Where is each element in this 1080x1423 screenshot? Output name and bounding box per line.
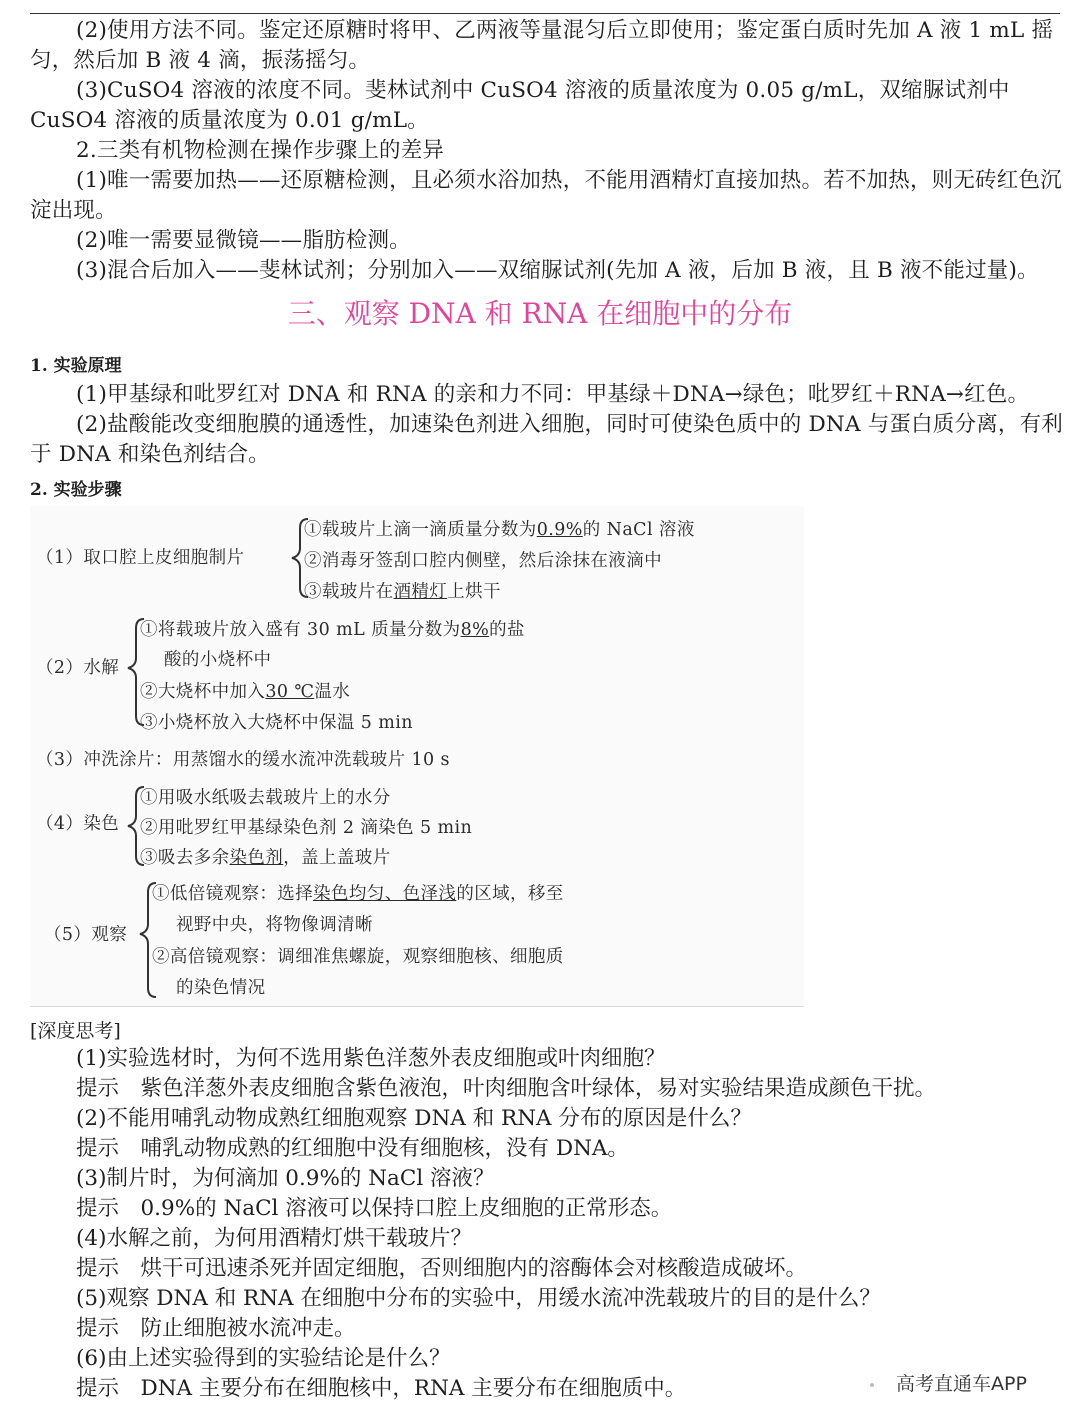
step2-label: （2）水解 bbox=[36, 658, 120, 678]
deep-thinking-heading: [深度思考] bbox=[30, 1020, 121, 1042]
deep-q6: (6)由上述实验得到的实验结论是什么？ bbox=[76, 1346, 451, 1371]
deep-a6: 提示 DNA 主要分布在细胞核中，RNA 主要分布在细胞质中。 bbox=[76, 1376, 687, 1401]
top-rule bbox=[30, 13, 1060, 14]
deep-a5: 提示 防止细胞被水流冲走。 bbox=[76, 1316, 356, 1341]
step5-item1: ①低倍镜观察：选择染色均匀、色泽浅的区域，移至 bbox=[152, 884, 564, 904]
step2-item2: ②大烧杯中加入30 ℃温水 bbox=[140, 682, 351, 702]
principle-p1: (1)甲基绿和吡罗红对 DNA 和 RNA 的亲和力不同：甲基绿＋DNA→绿色；吡罗红＋RNA→红色。 bbox=[76, 382, 1030, 407]
step1-item3: ③载玻片在酒精灯上烘干 bbox=[304, 582, 501, 602]
paragraph-cuso4-concentration: (3)CuSO4 溶液的浓度不同。斐林试剂中 CuSO4 溶液的质量浓度为 0.05 g/mL，双缩脲试剂中 CuSO4 溶液的质量浓度为 0.01 g/mL。 bbox=[30, 78, 1010, 133]
paragraph-microscope: (2)唯一需要显微镜——脂肪检测。 bbox=[76, 228, 411, 253]
step5-label: （5）观察 bbox=[44, 925, 128, 945]
watermark bbox=[870, 1369, 1027, 1396]
deep-q1: (1)实验选材时，为何不选用紫色洋葱外表皮细胞或叶肉细胞？ bbox=[76, 1046, 666, 1071]
step1-label: （1）取口腔上皮细胞制片 bbox=[36, 548, 245, 568]
section-title: 三、观察 DNA 和 RNA 在细胞中的分布 bbox=[287, 297, 793, 330]
watermark-dot-icon bbox=[870, 1383, 874, 1387]
paragraph-usage-difference: (2)使用方法不同。鉴定还原糖时将甲、乙两液等量混匀后立即使用；鉴定蛋白质时先加 A 液 1 mL 摇匀，然后加 B 液 4 滴，振荡摇匀。 bbox=[30, 18, 1054, 73]
step4-label: （4）染色 bbox=[36, 814, 120, 834]
deep-a4: 提示 烘干可迅速杀死并固定细胞，否则细胞内的溶酶体会对核酸造成破坏。 bbox=[76, 1256, 808, 1281]
deep-q2: (2)不能用哺乳动物成熟红细胞观察 DNA 和 RNA 分布的原因是什么？ bbox=[76, 1106, 752, 1131]
step5-item1-cont: 视野中央，将物像调清晰 bbox=[176, 915, 373, 935]
step1-item2: ②消毒牙签刮口腔内侧壁，然后涂抹在液滴中 bbox=[304, 551, 662, 571]
principle-heading: 1. 实验原理 bbox=[30, 356, 122, 376]
paragraph-heating: (1)唯一需要加热——还原糖检测，且必须水浴加热，不能用酒精灯直接加热。若不加热，则无砖红色沉淀出现。 bbox=[30, 168, 1062, 223]
steps-heading: 2. 实验步骤 bbox=[30, 480, 122, 500]
watermark-text: 高考直通车APP bbox=[896, 1373, 1027, 1395]
deep-a1: 提示 紫色洋葱外表皮细胞含紫色液泡，叶肉细胞含叶绿体，易对实验结果造成颜色干扰。 bbox=[76, 1076, 937, 1101]
paragraph-heading-differences: 2.三类有机物检测在操作步骤上的差异 bbox=[76, 138, 445, 163]
deep-q5: (5)观察 DNA 和 RNA 在细胞中分布的实验中，用缓水流冲洗载玻片的目的是什么？ bbox=[76, 1286, 881, 1311]
step1-item1: ①载玻片上滴一滴质量分数为0.9%的 NaCl 溶液 bbox=[304, 520, 695, 540]
step3-label: （3）冲洗涂片：用蒸馏水的缓水流冲洗载玻片 10 s bbox=[36, 750, 450, 770]
deep-q4: (4)水解之前，为何用酒精灯烘干载玻片？ bbox=[76, 1226, 472, 1251]
steps-diagram bbox=[30, 506, 804, 1007]
deep-a3: 提示 0.9%的 NaCl 溶液可以保持口腔上皮细胞的正常形态。 bbox=[76, 1196, 673, 1221]
step5-item2: ②高倍镜观察：调细准焦螺旋，观察细胞核、细胞质 bbox=[152, 947, 564, 967]
step2-item1-cont: 酸的小烧杯中 bbox=[164, 650, 272, 670]
deep-a2: 提示 哺乳动物成熟的红细胞中没有细胞核，没有 DNA。 bbox=[76, 1136, 629, 1161]
step2-item3: ③小烧杯放入大烧杯中保温 5 min bbox=[140, 713, 413, 733]
step4-item3: ③吸去多余染色剂，盖上盖玻片 bbox=[140, 848, 391, 868]
step2-item1: ①将载玻片放入盛有 30 mL 质量分数为8%的盐 bbox=[140, 620, 525, 640]
step4-item1: ①用吸水纸吸去载玻片上的水分 bbox=[140, 788, 391, 808]
step5-item2-cont: 的染色情况 bbox=[176, 978, 266, 998]
paragraph-mixing: (3)混合后加入——斐林试剂；分别加入——双缩脲试剂(先加 A 液，后加 B 液，且 B 液不能过量)。 bbox=[76, 258, 1039, 283]
principle-p2: (2)盐酸能改变细胞膜的通透性，加速染色剂进入细胞，同时可使染色质中的 DNA 与蛋白质分离，有利于 DNA 和染色剂结合。 bbox=[30, 412, 1064, 467]
deep-q3: (3)制片时，为何滴加 0.9%的 NaCl 溶液？ bbox=[76, 1166, 495, 1191]
step4-item2: ②用吡罗红甲基绿染色剂 2 滴染色 5 min bbox=[140, 818, 473, 838]
